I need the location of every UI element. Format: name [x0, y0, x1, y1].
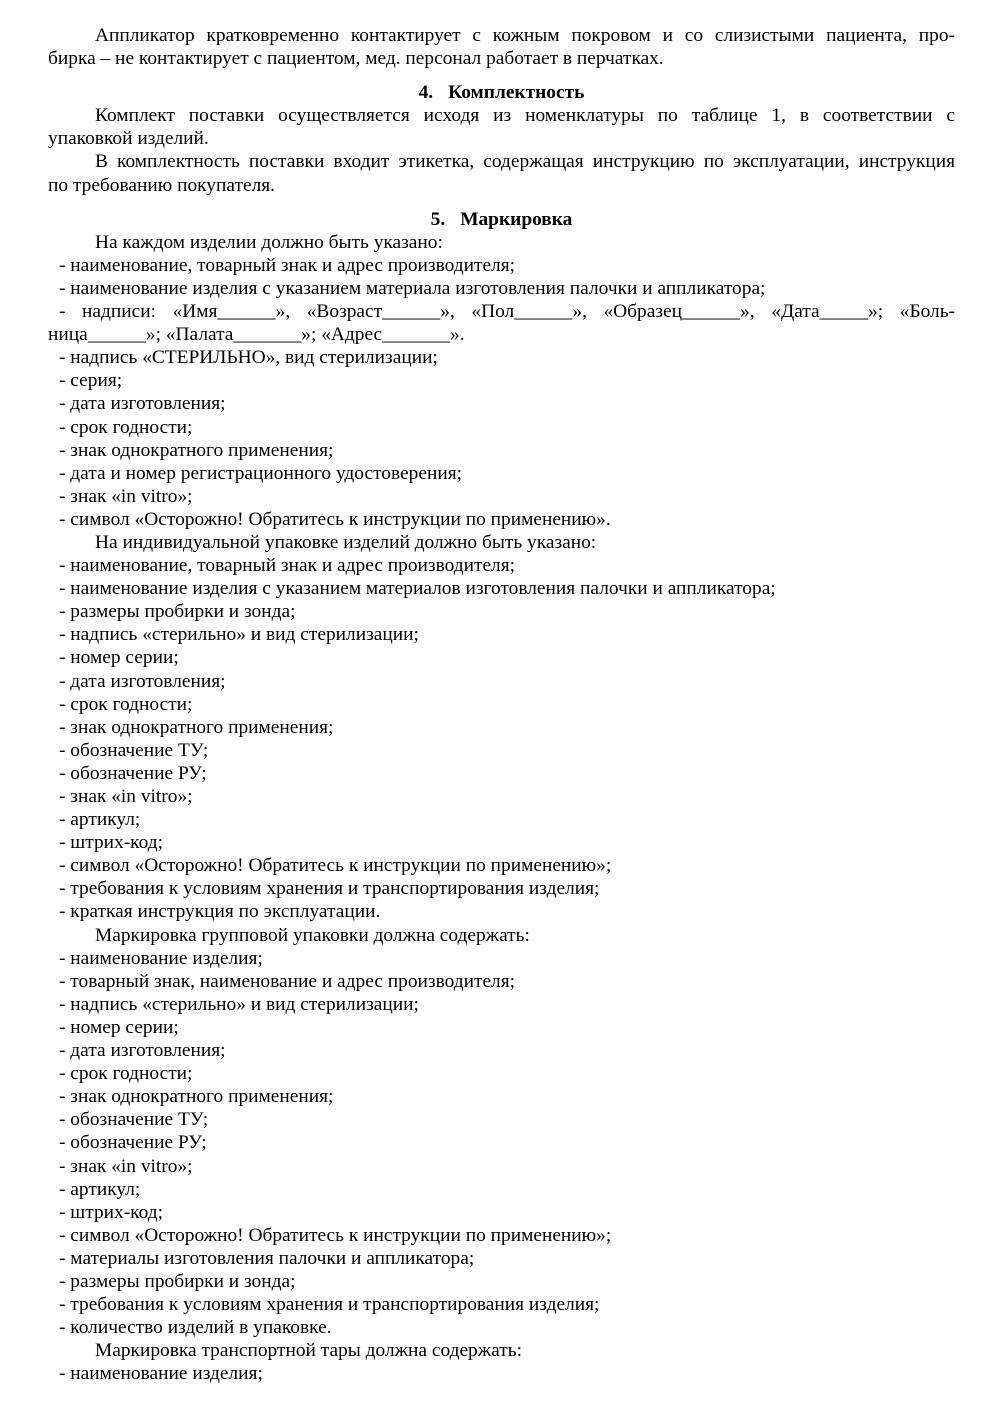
list-item-line: - количество изделий в упаковке. [59, 1317, 332, 1339]
section-number: 4. [418, 82, 434, 104]
list-item-line: - размеры пробирки и зонда; [59, 1270, 296, 1292]
paragraph-line: На индивидуальной упаковке изделий должно быть указано: [95, 531, 597, 553]
section-number: 5. [430, 208, 446, 230]
list-item-line: - обозначение РУ; [59, 762, 207, 784]
list-item-line: - надпись «стерильно» и вид стерилизации; [59, 624, 419, 646]
paragraph-line: На каждом изделии должно быть указано: [95, 231, 443, 253]
list-item-line: - штрих-код; [59, 832, 163, 854]
list-item-line: - надписи: «Имя______», «Возраст______», «Пол______», «Образец______», «Дата_____»; «Боль- [59, 301, 955, 323]
section-heading [48, 208, 955, 231]
list-item-line: - обозначение ТУ; [59, 1109, 209, 1131]
list-item-line: - знак «in vitro»; [59, 786, 193, 807]
paragraph-line: бирка – не контактирует с пациентом, мед. персонал работает в перчатках. [48, 48, 664, 70]
list-item-line: - требования к условиям хранения и транспортирования изделия; [59, 1294, 600, 1316]
list-item-line: - товарный знак, наименование и адрес производителя; [59, 970, 516, 992]
list-item-line: - краткая инструкция по эксплуатации. [59, 901, 381, 923]
list-item-line: - надпись «стерильно» и вид стерилизации; [59, 993, 419, 1015]
list-item-line: - знак однократного применения; [59, 439, 334, 461]
list-item-line: - артикул; [59, 1178, 141, 1200]
list-item-line: - размеры пробирки и зонда; [59, 601, 296, 623]
list-item-line: - срок годности; [59, 693, 193, 715]
list-item-line: - наименование изделия с указанием материалов изготовления палочки и аппликатора; [59, 578, 776, 600]
list-item-line: - знак «in vitro»; [59, 485, 193, 507]
list-item-line: - наименование изделия с указанием материала изготовления палочки и аппликатора; [59, 277, 766, 299]
document-content [48, 24, 955, 1385]
section-heading [48, 81, 955, 104]
list-item-line: - знак «in vitro»; [59, 1155, 193, 1177]
paragraph-line: В комплектность поставки входит этикетка, содержащая инструкцию по эксплуатации, инструкция [95, 151, 955, 173]
list-item-line: ница______»; «Палата_______»; «Адрес_______». [48, 324, 465, 346]
list-item-line: - дата изготовления; [59, 1040, 226, 1062]
list-item-line: - дата изготовления; [59, 670, 226, 692]
list-item-line: - штрих-код; [59, 1201, 163, 1223]
list-item-line: - обозначение ТУ; [59, 739, 209, 761]
list-item-line: - номер серии; [59, 647, 179, 669]
section-title: Маркировка [460, 208, 573, 230]
list-item-line: - номер серии; [59, 1016, 179, 1038]
list-item-line: - наименование, товарный знак и адрес производителя; [59, 254, 516, 276]
paragraph-line: Маркировка групповой упаковки должна содержать: [95, 924, 530, 946]
paragraph-line: упаковкой изделий. [48, 128, 209, 150]
list-item-line: - материалы изготовления палочки и аппликатора; [59, 1247, 475, 1269]
list-item-line: - символ «Осторожно! Обратитесь к инструкции по применению»; [59, 1224, 612, 1246]
list-item-line: - наименование изделия; [59, 1363, 263, 1385]
list-item-line: - наименование изделия; [59, 947, 263, 969]
list-item-line: - срок годности; [59, 1063, 193, 1085]
list-item-line: - обозначение РУ; [59, 1132, 207, 1154]
list-item-line: - артикул; [59, 809, 141, 831]
list-item-line: - дата и номер регистрационного удостоверения; [59, 462, 462, 484]
list-item-line: - серия; [59, 370, 123, 392]
list-item-line: - наименование, товарный знак и адрес производителя; [59, 555, 516, 577]
list-item-line: - знак однократного применения; [59, 1086, 334, 1108]
list-item-line: - срок годности; [59, 416, 193, 438]
paragraph-line: Аппликатор кратковременно контактирует с кожным покровом и со слизистыми пациента, про- [95, 25, 955, 46]
list-item-line: - символ «Осторожно! Обратитесь к инструкции по применению»; [59, 855, 612, 877]
list-item-line: - знак однократного применения; [59, 716, 334, 738]
section-title: Комплектность [448, 82, 585, 104]
list-item-line: - надпись «СТЕРИЛЬНО», вид стерилизации; [59, 347, 438, 369]
list-item-line: - требования к условиям хранения и транспортирования изделия; [59, 878, 600, 900]
paragraph-line: Комплект поставки осуществляется исходя из номенклатуры по таблице 1, в соответствии с [95, 105, 955, 127]
list-item-line: - дата изготовления; [59, 393, 226, 415]
paragraph-line: по требованию покупателя. [48, 174, 276, 196]
list-item-line: - символ «Осторожно! Обратитесь к инструкции по применению». [59, 508, 611, 530]
paragraph-line: Маркировка транспортной тары должна содержать: [95, 1340, 522, 1362]
